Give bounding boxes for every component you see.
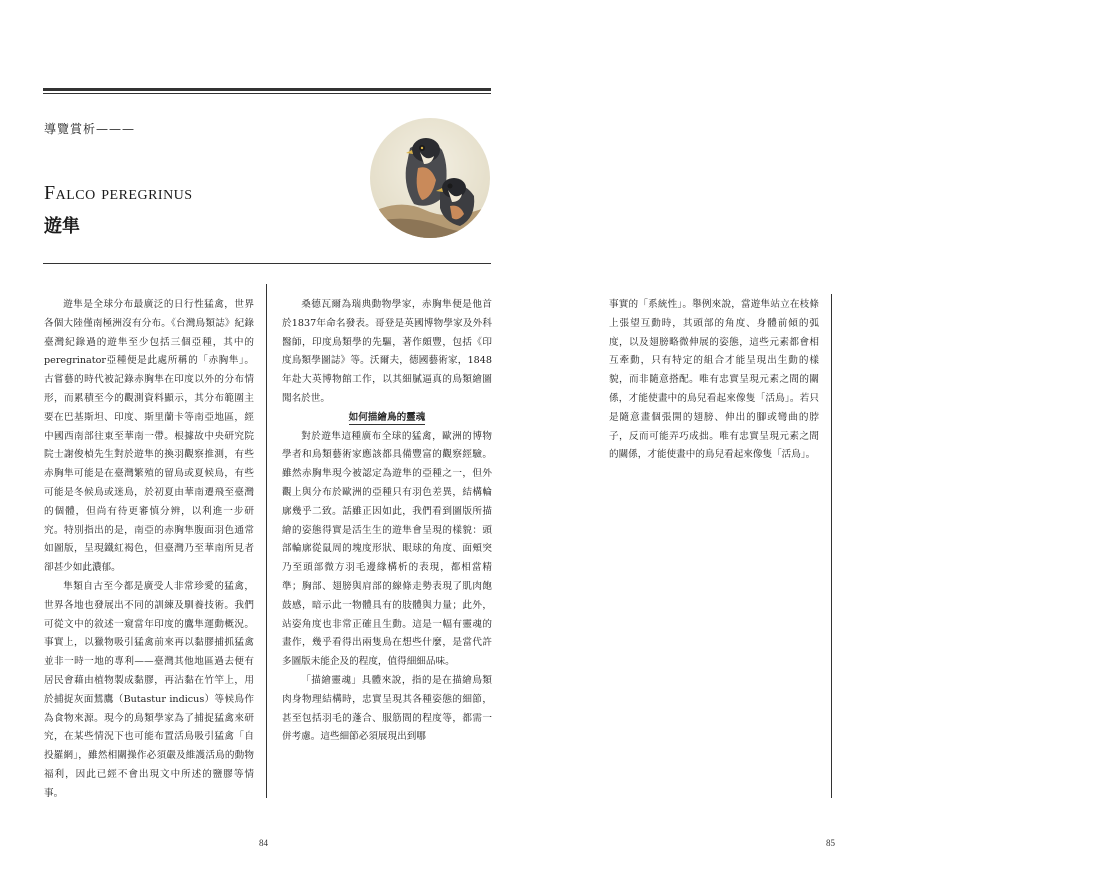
paragraph: 事實的「系統性」。舉例來說，當遊隼站立在枝條上張望互動時，其頭部的角度、身體前傾的弧度，以及翅膀略微伸展的姿態，這些元素都會相互牽動，只有特定的組合才能呈現出生動的樣貌，而非隨意搭配。唯有忠實呈現元素之間的關係，才能使畫中的鳥兒看起來像隻「活鳥」。若只是隨意畫個張開的翅膀、伸出的腳或彎曲的脖子，反而可能弄巧成拙。唯有忠實呈現元素之間的關係，才能使畫中的鳥兒看起來像隻「活鳥」。 <box>609 299 819 461</box>
top-rule-thin <box>43 93 491 94</box>
subheading-text: 如何描繪鳥的靈魂 <box>348 411 426 423</box>
paragraph: 「描繪靈魂」具體來說，指的是在描繪鳥類肉身物理結構時，忠實呈現其各種姿態的細節，甚至包括羽毛的蓬合、服筋間的程度等，都需一併考慮。這些細節必須展現出到哪 <box>282 674 492 743</box>
header-bottom-rule <box>43 263 491 264</box>
page-number-right: 85 <box>826 838 835 848</box>
paragraph: 隼類自古至今都是廣受人非常珍愛的猛禽，世界各地也發展出不同的訓練及馴養技術。我們可從文中的敘述一窺當年印度的鷹隼運動概況。事實上，以獵物吸引猛禽前來再以黏膠捕抓猛禽並非一時一地的專利——臺灣其他地區過去便有居民會藉由植物製成黏膠，再沾黏在竹竿上，用於捕捉灰面鵟鷹（Butastur indicus）等候鳥作為食物來源。現今的鳥類學家為了捕捉猛禽來研究，在某些情況下也可能布置活鳥吸引猛禽「自投羅網」，雖然相關操作必須嚴及維護活鳥的動物福利，因此已經不會出現文中所述的鹽膠等情事。 <box>44 580 254 799</box>
text-column-3 <box>609 296 819 465</box>
subheading <box>282 409 492 428</box>
species-latin-title: Falco peregrinus <box>44 182 193 204</box>
section-label: 導覽賞析——— <box>44 122 136 136</box>
page-number-left: 84 <box>259 838 268 848</box>
column-divider <box>266 284 267 798</box>
peregrine-falcon-illustration <box>370 118 490 238</box>
paragraph: 遊隼是全球分布最廣泛的日行性猛禽，世界各個大陸僅南極洲沒有分布。《台灣鳥類誌》紀錄臺灣紀錄過的遊隼至少包括三個亞種，其中的peregrinator亞種便是此處所稱的「赤胸隼」。古嘗藝的時代被記錄赤胸隼在印度以外的分布情形，而累積至今的觀測資料顯示，其分布範圍主要在巴基斯坦、印度、斯里蘭卡等南亞地區，經中國西南部往東至華南一帶。根據故中央研究院院士謝俊楨先生對於遊隼的換羽觀察推測，有些赤胸隼可能是在臺灣繁殖的留鳥或夏候鳥，有些可能是冬候鳥或迷鳥，於初夏由華南遷飛至臺灣的個體，但尚有待更審慎分辨，以利進一步研究。特別指出的是，南亞的赤胸隼腹面羽色通常如圖版，呈現鐵紅褐色，但臺灣乃至華南所見者卻甚少如此濃郁。 <box>44 299 254 574</box>
paragraph: 對於遊隼這種廣布全球的猛禽，歐洲的博物學者和鳥類藝術家應該都具備豐富的觀察經驗。雖然赤胸隼現今被認定為遊隼的亞種之一，但外觀上與分布於歐洲的亞種只有羽色差異，結構輪廓幾乎二致。話雖正因如此，我們看到圖版所描繪的姿態得實是活生生的遊隼會呈現的樣貌：頭部輪廓從鼠周的塊度形狀、眼球的角度、面頰突乃至頭部微方羽毛邊緣構析的表現，都相當精準；胸部、翅膀與肩部的線條走勢表現了肌肉飽鼓感，暗示此一物體具有的肢體與力量；此外，站姿角度也非常正確且生動。這是一幅有靈魂的畫作，幾乎看得出兩隻鳥在想些什麼，是當代許多圖版未能企及的程度，值得細細品味。 <box>282 430 492 668</box>
top-rule-thick <box>43 88 491 91</box>
text-column-2 <box>282 296 492 747</box>
paragraph: 桑德瓦爾為瑞典動物學家，赤胸隼便是他首於1837年命名發表。哥登是英國博物學家及外科醫師，印度鳥類學的先驅，著作頗豐，包括《印度鳥類學圖誌》等。沃爾夫，德國藝術家，1848年赴大英博物館工作，以其細膩逼真的鳥類繪圖聞名於世。 <box>282 299 492 404</box>
text-column-1 <box>44 296 254 804</box>
species-chinese-title: 遊隼 <box>44 216 80 237</box>
column-divider-right <box>831 294 832 798</box>
